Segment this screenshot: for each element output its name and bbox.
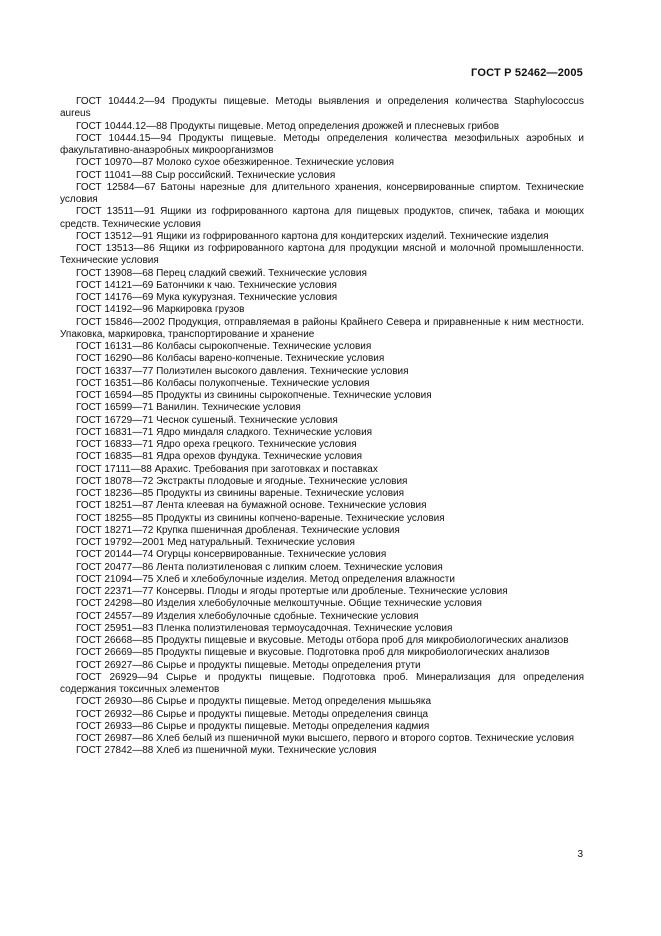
reference-item: ГОСТ 13908—68 Перец сладкий свежий. Технические условия <box>76 267 367 279</box>
reference-list <box>60 96 584 758</box>
reference-item: ГОСТ 18251—87 Лента клеевая на бумажной основе. Технические условия <box>76 500 427 512</box>
reference-item: ГОСТ 26930—86 Сырье и продукты пищевые. Метод определения мышьяка <box>76 696 432 708</box>
reference-item: ГОСТ 17111—88 Арахис. Требования при заготовках и поставках <box>76 463 378 475</box>
reference-item: ГОСТ 10444.12—88 Продукты пищевые. Метод определения дрожжей и плесневых грибов <box>76 120 500 132</box>
reference-item: ГОСТ 26927—86 Сырье и продукты пищевые. Методы определения ртути <box>76 659 421 671</box>
reference-item: ГОСТ 13512—91 Ящики из гофрированного картона для кондитерских изделий. Технические изделия <box>76 230 549 242</box>
reference-item: ГОСТ 10444.2—94 Продукты пищевые. Методы выявления и определения количества Staphylococcus aureus <box>60 96 584 120</box>
reference-item: ГОСТ 16833—71 Ядро ореха грецкого. Технические условия <box>76 439 357 450</box>
reference-item: ГОСТ 25951—83 Пленка полиэтиленовая термоусадочная. Технические условия <box>76 622 453 634</box>
reference-item: ГОСТ 18078—72 Экстракты плодовые и ягодные. Технические условия <box>76 475 408 487</box>
reference-item: ГОСТ 16290—86 Колбасы варено-копченые. Технические условия <box>76 353 385 365</box>
reference-item: ГОСТ 18255—85 Продукты из свинины копчено-вареные. Технические условия <box>76 512 445 524</box>
reference-item: ГОСТ 16835—81 Ядра орехов фундука. Технические условия <box>76 451 363 463</box>
reference-item: ГОСТ 18271—72 Крупка пшеничная дробленая. Технические условия <box>76 524 400 536</box>
reference-item: ГОСТ 27842—88 Хлеб из пшеничной муки. Технические условия <box>76 745 377 757</box>
reference-item: ГОСТ 16831—71 Ядро миндаля сладкого. Технические условия <box>76 426 373 438</box>
reference-item: ГОСТ 22371—77 Консервы. Плоды и ягоды протертые или дробленые. Технические условия <box>76 586 508 597</box>
reference-item: ГОСТ 10444.15—94 Продукты пищевые. Методы определения количества мезофильных аэробных и факультативно-анаэробных микроорганизмов <box>60 132 584 156</box>
reference-item: ГОСТ 14121—69 Батончики к чаю. Технические условия <box>76 279 337 291</box>
reference-item: ГОСТ 21094—75 Хлеб и хлебобулочные изделия. Метод определения влажности <box>76 573 455 585</box>
reference-item: ГОСТ 16599—71 Ванилин. Технические условия <box>76 402 301 414</box>
reference-item: ГОСТ 19792—2001 Мед натуральный. Технические условия <box>76 537 355 548</box>
page-number: 3 <box>577 849 583 860</box>
reference-item: ГОСТ 16729—71 Чеснок сушеный. Технические условия <box>76 414 338 426</box>
reference-item: ГОСТ 24298—80 Изделия хлебобулочные мелкоштучные. Общие технические условия <box>76 598 482 610</box>
reference-item: ГОСТ 18236—85 Продукты из свинины вареные. Технические условия <box>76 488 405 499</box>
reference-item: ГОСТ 16337—77 Полиэтилен высокого давления. Технические условия <box>76 365 409 377</box>
reference-item: ГОСТ 12584—67 Батоны нарезные для длительного хранения, консервированные спиртом. Технические условия <box>60 181 584 205</box>
reference-item: ГОСТ 11041—88 Сыр российский. Технические условия <box>76 169 336 181</box>
reference-item: ГОСТ 20477—86 Лента полиэтиленовая с липким слоем. Технические условия <box>76 561 443 573</box>
reference-item: ГОСТ 26929—94 Сырье и продукты пищевые. Подготовка проб. Минерализация для определения содержания токсичных элементов <box>60 671 584 695</box>
reference-item: ГОСТ 14192—96 Маркировка грузов <box>76 304 245 316</box>
reference-item: ГОСТ 13511—91 Ящики из гофрированного картона для пищевых продуктов, спичек, табака и моющих средств. Технические условия <box>60 206 584 230</box>
reference-item: ГОСТ 20144—74 Огурцы консервированные. Технические условия <box>76 549 387 561</box>
reference-item: ГОСТ 26933—86 Сырье и продукты пищевые. Методы определения кадмия <box>76 720 430 732</box>
reference-item: ГОСТ 14176—69 Мука кукурузная. Технические условия <box>76 292 338 303</box>
reference-item: ГОСТ 16351—86 Колбасы полукопченые. Технические условия <box>76 377 370 389</box>
reference-item: ГОСТ 13513—86 Ящики из гофрированного картона для продукции мясной и молочной промышленности. Технические условия <box>60 243 584 267</box>
reference-item: ГОСТ 15846—2002 Продукция, отправляемая в районы Крайнего Севера и приравненные к ним местности. Упаковка, маркировка, транспортирование и хранение <box>60 316 584 340</box>
document-id-header: ГОСТ Р 52462—2005 <box>471 67 583 79</box>
reference-item: ГОСТ 10970—87 Молоко сухое обезжиренное. Технические условия <box>76 157 395 169</box>
reference-item: ГОСТ 24557—89 Изделия хлебобулочные сдобные. Технические условия <box>76 610 419 622</box>
reference-item: ГОСТ 26987—86 Хлеб белый из пшеничной муки высшего, первого и второго сортов. Технические условия <box>76 733 575 744</box>
reference-item: ГОСТ 26668—85 Продукты пищевые и вкусовые. Методы отбора проб для микробиологических анализов <box>76 635 569 646</box>
reference-item: ГОСТ 16131—86 Колбасы сырокопченые. Технические условия <box>76 341 372 352</box>
reference-item: ГОСТ 26932—86 Сырье и продукты пищевые. Методы определения свинца <box>76 708 429 720</box>
reference-item: ГОСТ 16594—85 Продукты из свинины сырокопченые. Технические условия <box>76 390 432 401</box>
reference-item: ГОСТ 26669—85 Продукты пищевые и вкусовые. Подготовка проб для микробиологических анализов <box>76 647 550 659</box>
